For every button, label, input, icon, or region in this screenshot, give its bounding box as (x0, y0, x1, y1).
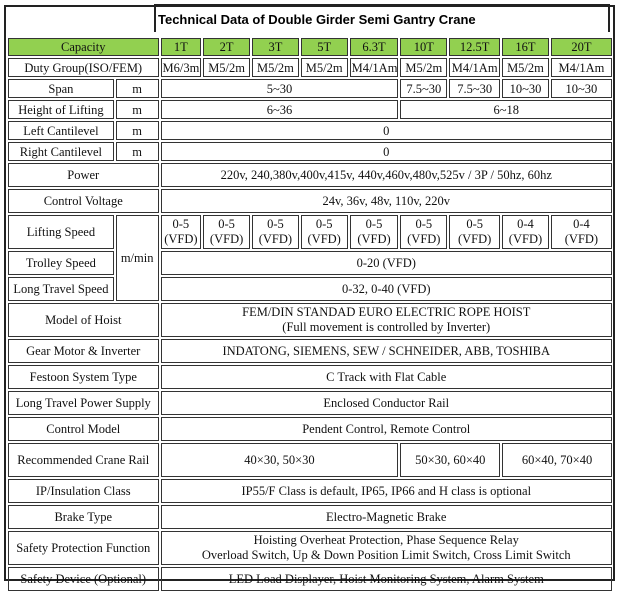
span-row (8, 79, 612, 98)
lifting-speed-cell: 0-5 (VFD) (400, 215, 447, 249)
left-cantilever-value: 0 (161, 121, 612, 140)
capacity-cell: 6.3T (350, 38, 399, 56)
span-unit: m (116, 79, 159, 98)
speed-unit: m/min (116, 215, 159, 301)
capacity-cell: 5T (301, 38, 348, 56)
festoon-label: Festoon System Type (8, 365, 159, 389)
span-value: 5~30 (161, 79, 399, 98)
span-value: 7.5~30 (400, 79, 447, 98)
lifting-speed-cell: 0-5 (VFD) (203, 215, 250, 249)
page-title: Technical Data of Double Girder Semi Gantry Crane (154, 4, 610, 32)
duty-cell: M4/1Am (551, 58, 612, 77)
power-value: 220v, 240,380v,400v,415v, 440v,460v,480v,525v / 3P / 50hz, 60hz (161, 163, 612, 187)
crane-rail-label: Recommended Crane Rail (8, 443, 159, 477)
right-cantilever-unit: m (116, 142, 159, 161)
left-cantilever-unit: m (116, 121, 159, 140)
brake-label: Brake Type (8, 505, 159, 529)
height-value: 6~18 (400, 100, 612, 119)
long-travel-power-value: Enclosed Conductor Rail (161, 391, 612, 415)
capacity-cell: 16T (502, 38, 549, 56)
capacity-cell: 12.5T (449, 38, 500, 56)
span-value: 10~30 (502, 79, 549, 98)
hoist-model-value: FEM/DIN STANDAD EURO ELECTRIC ROPE HOIST (Full movement is controlled by Inverter) (161, 303, 612, 337)
capacity-cell: 10T (400, 38, 447, 56)
capacity-label: Capacity (8, 38, 159, 56)
brake-value: Electro-Magnetic Brake (161, 505, 612, 529)
hoist-model-label: Model of Hoist (8, 303, 159, 337)
ip-class-label: IP/Insulation Class (8, 479, 159, 503)
crane-rail-value: 40×30, 50×30 (161, 443, 399, 477)
power-label: Power (8, 163, 159, 187)
lifting-speed-cell: 0-5 (VFD) (252, 215, 299, 249)
control-voltage-row (8, 189, 612, 213)
safety-device-row (8, 567, 612, 591)
duty-label: Duty Group(ISO/FEM) (8, 58, 159, 77)
spec-table (6, 36, 614, 593)
hoist-model-row (8, 303, 612, 337)
safety-protection-label: Safety Protection Function (8, 531, 159, 565)
control-voltage-label: Control Voltage (8, 189, 159, 213)
lifting-speed-cell: 0-4 (VFD) (551, 215, 612, 249)
safety-device-label: Safety Device (Optional) (8, 567, 159, 591)
duty-cell: M5/2m (252, 58, 299, 77)
duty-cell: M4/1Am (350, 58, 399, 77)
trolley-speed-label: Trolley Speed (8, 251, 114, 275)
trolley-speed-value: 0-20 (VFD) (161, 251, 612, 275)
lifting-speed-cell: 0-5 (VFD) (449, 215, 500, 249)
crane-rail-row (8, 443, 612, 477)
duty-cell: M5/2m (301, 58, 348, 77)
brake-row (8, 505, 612, 529)
right-cantilever-label: Right Cantilevel (8, 142, 114, 161)
gear-motor-row (8, 339, 612, 363)
control-model-value: Pendent Control, Remote Control (161, 417, 612, 441)
right-cantilever-row (8, 142, 612, 161)
long-travel-speed-label: Long Travel Speed (8, 277, 114, 301)
safety-protection-value: Hoisting Overheat Protection, Phase Sequence Relay Overload Switch, Up & Down Position Limit Switch, Cross Limit Switch (161, 531, 612, 565)
height-value: 6~36 (161, 100, 399, 119)
ip-class-row (8, 479, 612, 503)
height-row (8, 100, 612, 119)
lifting-speed-cell: 0-4 (VFD) (502, 215, 549, 249)
long-travel-power-row (8, 391, 612, 415)
long-travel-speed-value: 0-32, 0-40 (VFD) (161, 277, 612, 301)
crane-rail-value: 60×40, 70×40 (502, 443, 612, 477)
duty-cell: M5/2m (502, 58, 549, 77)
left-cantilever-row (8, 121, 612, 140)
power-row (8, 163, 612, 187)
duty-cell: M5/2m (203, 58, 250, 77)
span-label: Span (8, 79, 114, 98)
ip-class-value: IP55/F Class is default, IP65, IP66 and H class is optional (161, 479, 612, 503)
trolley-speed-row (8, 251, 612, 275)
span-value: 7.5~30 (449, 79, 500, 98)
span-value: 10~30 (551, 79, 612, 98)
gear-motor-label: Gear Motor & Inverter (8, 339, 159, 363)
lifting-speed-cell: 0-5 (VFD) (301, 215, 348, 249)
safety-protection-row (8, 531, 612, 565)
capacity-cell: 20T (551, 38, 612, 56)
height-label: Height of Lifting (8, 100, 114, 119)
lifting-speed-label: Lifting Speed (8, 215, 114, 249)
left-cantilever-label: Left Cantilevel (8, 121, 114, 140)
duty-row (8, 58, 612, 77)
lifting-speed-row (8, 215, 612, 249)
long-travel-power-label: Long Travel Power Supply (8, 391, 159, 415)
capacity-cell: 1T (161, 38, 202, 56)
festoon-value: C Track with Flat Cable (161, 365, 612, 389)
control-voltage-value: 24v, 36v, 48v, 110v, 220v (161, 189, 612, 213)
gear-motor-value: INDATONG, SIEMENS, SEW / SCHNEIDER, ABB, TOSHIBA (161, 339, 612, 363)
control-model-label: Control Model (8, 417, 159, 441)
lifting-speed-cell: 0-5 (VFD) (161, 215, 202, 249)
lifting-speed-cell: 0-5 (VFD) (350, 215, 399, 249)
capacity-cell: 2T (203, 38, 250, 56)
capacity-row (8, 38, 612, 56)
height-unit: m (116, 100, 159, 119)
right-cantilever-value: 0 (161, 142, 612, 161)
crane-rail-value: 50×30, 60×40 (400, 443, 500, 477)
festoon-row (8, 365, 612, 389)
capacity-cell: 3T (252, 38, 299, 56)
duty-cell: M6/3m (161, 58, 202, 77)
safety-device-value: LED Load Displayer, Hoist Monitoring System, Alarm System (161, 567, 612, 591)
duty-cell: M5/2m (400, 58, 447, 77)
long-travel-speed-row (8, 277, 612, 301)
duty-cell: M4/1Am (449, 58, 500, 77)
control-model-row (8, 417, 612, 441)
